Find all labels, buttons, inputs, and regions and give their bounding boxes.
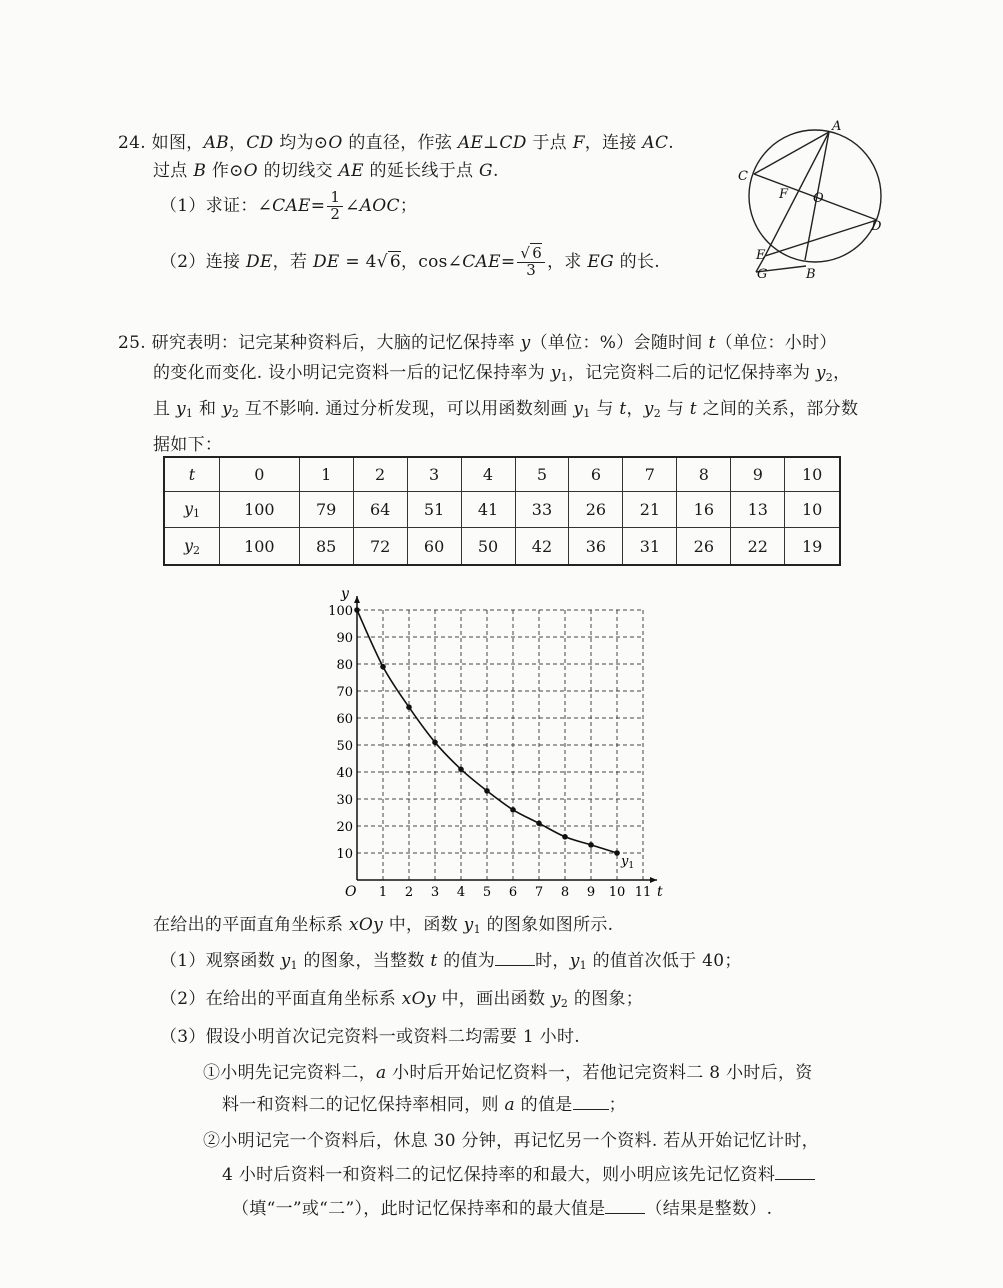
label-b: B bbox=[806, 267, 816, 282]
x-tick-label: 10 bbox=[608, 885, 626, 900]
x-tick-label: 6 bbox=[508, 885, 518, 900]
q25-after-chart: 在给出的平面直角坐标系 xOy 中，函数 $y_1$ 的图象如图所示. bbox=[153, 915, 614, 936]
y-tick-label: 80 bbox=[336, 658, 353, 673]
label-g: G bbox=[757, 267, 768, 282]
answer-blank-3b-first[interactable] bbox=[775, 1179, 815, 1180]
answer-blank-3a[interactable] bbox=[573, 1109, 609, 1110]
data-point-y1 bbox=[380, 664, 386, 670]
y-tick-label: 70 bbox=[336, 685, 353, 700]
y-axis-label: y bbox=[341, 586, 349, 602]
y-tick-label: 30 bbox=[336, 793, 353, 808]
x-axis-label: t bbox=[657, 884, 663, 900]
circle-geometry-figure bbox=[735, 118, 895, 288]
q24-part-2: （2）连接 DE，若 DE = 4√ 6，cos∠CAE= $\frac{√ 6}{3}$ ，求 EG 的长. bbox=[160, 244, 660, 279]
data-point-y1 bbox=[510, 807, 516, 813]
q24-line-2: 过点 B 作⊙O 的切线交 AE 的延长线于点 G. bbox=[153, 161, 499, 181]
y-tick-label: 20 bbox=[336, 820, 353, 835]
label-d: D bbox=[871, 219, 882, 234]
fraction-one-half: $\frac{1}{2}$ bbox=[327, 190, 343, 223]
data-point-y1 bbox=[354, 607, 360, 613]
data-point-y1 bbox=[588, 842, 594, 848]
data-table bbox=[163, 456, 841, 566]
data-point-y1 bbox=[536, 821, 542, 827]
q25-line-3: 且 $y_1$ 和 $y_2$ 互不影响. 通过分析发现，可以用函数刻画 $y_1$ 与 t，$y_2$ 与 t 之间的关系，部分数 bbox=[153, 399, 859, 420]
q25-line-4: 据如下： bbox=[153, 435, 223, 455]
q25-line-2: 的变化而变化. 设小明记完资料一后的记忆保持率为 $y_1$，记完资料二后的记忆保持率为 $y_2$， bbox=[153, 363, 851, 384]
data-point-y1 bbox=[614, 850, 620, 856]
label-e: E bbox=[756, 248, 766, 263]
series-label-y1: $y_1$ bbox=[621, 854, 635, 871]
data-point-y1 bbox=[406, 704, 412, 710]
label-a: A bbox=[832, 119, 842, 134]
label-f: F bbox=[779, 187, 789, 202]
origin-label: O bbox=[345, 884, 357, 900]
q25-sub-3b-line-2: 4 小时后资料一和资料二的记忆保持率的和最大，则小明应该先记忆资料 bbox=[222, 1160, 815, 1185]
label-c: C bbox=[738, 169, 748, 184]
q24-part-1: （1）求证：∠CAE= $\frac{1}{2}$ ∠AOC； bbox=[160, 188, 418, 223]
y1-graph-chart bbox=[325, 580, 680, 900]
x-tick-label: 2 bbox=[404, 885, 414, 900]
answer-blank-1[interactable] bbox=[495, 965, 535, 966]
q25-sub-3a-line-1: ①小明先记完资料二，a 小时后开始记忆资料一，若他记完资料二 8 小时后，资 bbox=[203, 1063, 813, 1083]
x-tick-label: 3 bbox=[430, 885, 440, 900]
table-row-t: t 0 1 2 3 4 5 6 7 8 9 10 bbox=[164, 457, 840, 491]
sqrt-sign-icon: √ bbox=[376, 251, 388, 272]
y-tick-label: 10 bbox=[336, 847, 353, 862]
data-point-y1 bbox=[484, 788, 490, 794]
x-tick-label: 11 bbox=[634, 885, 652, 900]
table-row-y2: $y_2$ 100 85 72 60 50 42 36 31 26 22 19 bbox=[164, 528, 840, 565]
y-tick-label: 90 bbox=[336, 631, 353, 646]
y-axis-arrow-icon bbox=[354, 596, 360, 603]
q25-sub-3a-line-2: 料一和资料二的记忆保持率相同，则 a 的值是 ； bbox=[222, 1095, 626, 1115]
y-tick-label: 100 bbox=[328, 604, 353, 619]
data-point-y1 bbox=[562, 834, 568, 840]
label-o: O bbox=[813, 191, 824, 206]
q25-sub-3: （3）假设小明首次记完资料一或资料二均需要 1 小时. bbox=[160, 1027, 580, 1047]
segment-de bbox=[765, 220, 877, 256]
table-row-y1: $y_1$ 100 79 64 51 41 33 26 21 16 13 10 bbox=[164, 491, 840, 528]
q24-line-1: 24. 如图，AB，CD 均为⊙O 的直径，作弦 AE⊥CD 于点 F，连接 AC. bbox=[118, 133, 675, 153]
data-point-y1 bbox=[458, 767, 464, 773]
q25-sub-3b-line-1: ②小明记完一个资料后，休息 30 分钟，再记忆另一个资料. 若从开始记忆计时， bbox=[203, 1131, 819, 1151]
x-tick-label: 8 bbox=[560, 885, 570, 900]
x-tick-label: 7 bbox=[534, 885, 544, 900]
x-tick-label: 1 bbox=[378, 885, 388, 900]
x-tick-label: 4 bbox=[456, 885, 466, 900]
q25-sub-1: （1）观察函数 $y_1$ 的图象，当整数 t 的值为 时，$y_1$ 的值首次低于 40； bbox=[160, 951, 742, 972]
y-tick-label: 50 bbox=[336, 739, 353, 754]
y-tick-label: 40 bbox=[336, 766, 353, 781]
q25-sub-3b-line-3: （填“一”或“二”），此时记忆保持率和的最大值是 （结果是整数）. bbox=[232, 1199, 773, 1219]
sqrt-sign-icon: √ bbox=[520, 244, 531, 262]
data-point-y1 bbox=[432, 740, 438, 746]
fraction-sqrt6-over-3: $\frac{√ 6}{3}$ bbox=[517, 246, 545, 279]
y-tick-label: 60 bbox=[336, 712, 353, 727]
x-axis-arrow-icon bbox=[650, 877, 657, 883]
x-tick-label: 5 bbox=[482, 885, 492, 900]
x-tick-label: 9 bbox=[586, 885, 596, 900]
q25-sub-2: （2）在给出的平面直角坐标系 xOy 中，画出函数 $y_2$ 的图象； bbox=[160, 989, 644, 1010]
q25-line-1: 25. 研究表明：记完某种资料后，大脑的记忆保持率 y（单位：%）会随时间 t（单位：小时） bbox=[118, 333, 837, 353]
answer-blank-3b-max[interactable] bbox=[605, 1213, 645, 1214]
